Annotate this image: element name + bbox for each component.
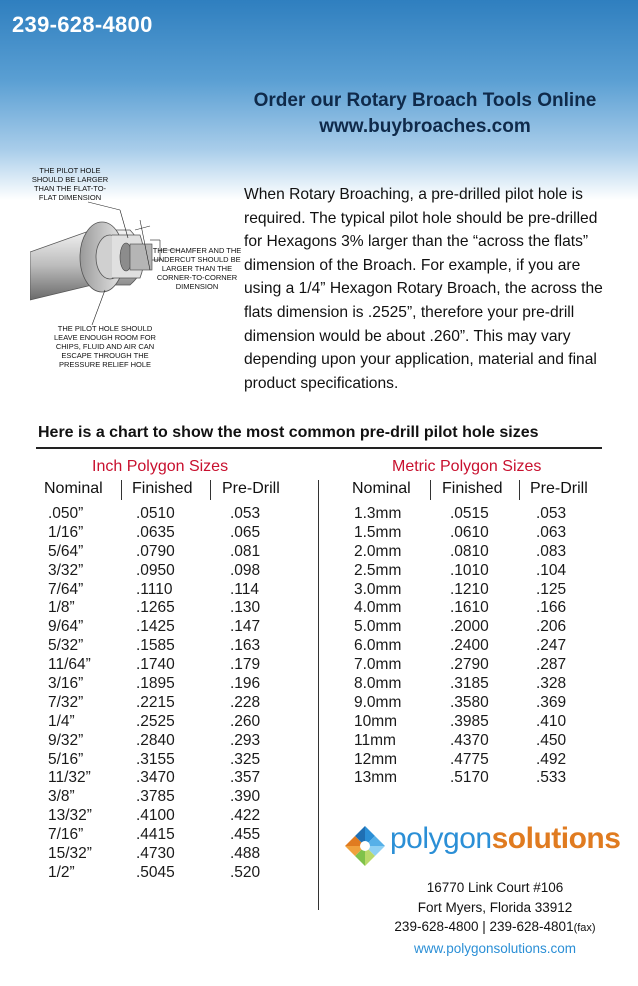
inch-table-rows — [40, 505, 300, 883]
nominal-cell: 15/32” — [48, 845, 92, 863]
finished-cell: .2000 — [450, 618, 489, 636]
finished-cell: .3155 — [136, 750, 175, 768]
inch-col-nominal: Nominal — [44, 480, 103, 497]
finished-cell: .0610 — [450, 523, 489, 541]
finished-cell: .1895 — [136, 675, 175, 693]
table-row — [40, 694, 300, 713]
nominal-cell: 9.0mm — [354, 693, 402, 711]
predrill-cell: .422 — [230, 807, 261, 825]
predrill-cell: .147 — [230, 618, 261, 636]
logo-text-solutions: solutions — [491, 822, 621, 855]
predrill-cell: .328 — [536, 675, 567, 693]
finished-cell: .1110 — [136, 580, 173, 598]
predrill-cell: .533 — [536, 769, 567, 787]
nominal-cell: 3/8” — [48, 788, 75, 806]
metric-header-divider-1 — [430, 480, 431, 500]
inch-col-finished: Finished — [132, 480, 193, 497]
predrill-cell: .081 — [230, 542, 261, 560]
predrill-cell: .104 — [536, 561, 567, 579]
nominal-cell: 1/4” — [48, 712, 75, 730]
finished-cell: .4415 — [136, 826, 175, 844]
table-row — [40, 864, 300, 883]
table-row — [40, 732, 300, 751]
table-row — [354, 599, 614, 618]
table-row — [354, 751, 614, 770]
nominal-cell: 2.0mm — [354, 542, 402, 560]
predrill-cell: .065 — [230, 523, 261, 541]
finished-cell: .2215 — [136, 693, 175, 711]
table-row — [354, 562, 614, 581]
table-row — [354, 769, 614, 788]
heading-rule — [36, 447, 602, 449]
predrill-cell: .369 — [536, 693, 567, 711]
table-row — [40, 524, 300, 543]
fax-label: (fax) — [573, 922, 596, 934]
predrill-cell: .247 — [536, 637, 567, 655]
finished-cell: .4370 — [450, 731, 489, 749]
intro-paragraph: When Rotary Broaching, a pre-drilled pilot hole is required. The typical pilot hole should be pre-drilled for Hexagons 3% larger than the “across the flats” dimension of the Broach. For example, if you are using a 1/4” Hexagon Rotary Broach, the across the flats dimension is .2525”, therefore your pre-drill dimension would be about .260”. This may vary depending upon your application, material and final product specifications. — [244, 186, 603, 392]
finished-cell: .1265 — [136, 599, 175, 617]
address-line-2: Fort Myers, Florida 33912 — [417, 899, 573, 915]
order-url[interactable]: www.buybroaches.com — [319, 116, 531, 137]
predrill-cell: .228 — [230, 693, 261, 711]
nominal-cell: 12mm — [354, 750, 398, 768]
predrill-cell: .520 — [230, 863, 261, 881]
address-line-1: 16770 Link Court #106 — [426, 880, 564, 895]
finished-cell: .3185 — [450, 675, 489, 693]
finished-cell: .3470 — [136, 769, 175, 787]
predrill-cell: .063 — [536, 523, 567, 541]
metric-col-nominal: Nominal — [352, 480, 411, 497]
table-row — [354, 656, 614, 675]
table-row — [40, 505, 300, 524]
predrill-cell: .098 — [230, 561, 261, 579]
predrill-cell: .293 — [230, 731, 261, 749]
finished-cell: .2400 — [450, 637, 489, 655]
predrill-cell: .488 — [230, 845, 261, 863]
metric-table-rows — [354, 505, 614, 788]
finished-cell: .5045 — [136, 863, 175, 881]
logo-wordmark — [390, 822, 620, 856]
predrill-cell: .125 — [536, 580, 567, 598]
predrill-cell: .114 — [230, 580, 260, 598]
table-row — [40, 751, 300, 770]
predrill-cell: .083 — [536, 542, 567, 560]
nominal-cell: 9/32” — [48, 731, 84, 749]
finished-cell: .2790 — [450, 656, 489, 674]
nominal-cell: 13/32” — [48, 807, 92, 825]
nominal-cell: 4.0mm — [354, 599, 402, 617]
finished-cell: .0790 — [136, 542, 175, 560]
table-row — [40, 581, 300, 600]
phone-line — [370, 917, 620, 939]
predrill-cell: .206 — [536, 618, 567, 636]
predrill-cell: .390 — [230, 788, 261, 806]
predrill-cell: .410 — [536, 712, 567, 730]
nominal-cell: 3/16” — [48, 675, 84, 693]
label-chamfer: THE CHAMFER AND THE UNDERCUT SHOULD BE LARGER THAN THE CORNER-TO-CORNER DIMENSION — [152, 246, 242, 291]
finished-cell: .0515 — [450, 505, 489, 522]
nominal-cell: 6.0mm — [354, 637, 402, 655]
nominal-cell: 1/16” — [48, 523, 84, 541]
table-row — [40, 769, 300, 788]
table-row — [40, 807, 300, 826]
predrill-cell: .325 — [230, 750, 261, 768]
table-row — [354, 732, 614, 751]
table-separator — [318, 480, 319, 910]
metric-header-divider-2 — [519, 480, 520, 500]
table-row — [40, 599, 300, 618]
pilot-hole-diagram — [30, 160, 242, 390]
nominal-cell: 5.0mm — [354, 618, 402, 636]
predrill-cell: .287 — [536, 656, 567, 674]
finished-cell: .1425 — [136, 618, 175, 636]
nominal-cell: .050” — [48, 505, 84, 522]
table-row — [354, 505, 614, 524]
contact-block — [370, 878, 620, 958]
nominal-cell: 8.0mm — [354, 675, 402, 693]
label-pilot-larger: THE PILOT HOLE SHOULD BE LARGER THAN THE FLAT-TO-FLAT DIMENSION — [31, 166, 109, 202]
order-banner — [230, 88, 620, 140]
finished-cell: .4775 — [450, 750, 489, 768]
nominal-cell: 7.0mm — [354, 656, 402, 674]
table-row — [354, 543, 614, 562]
chart-heading: Here is a chart to show the most common pre-drill pilot hole sizes — [38, 424, 539, 441]
finished-cell: .0810 — [450, 542, 489, 560]
finished-cell: .0950 — [136, 561, 175, 579]
finished-cell: .2840 — [136, 731, 175, 749]
finished-cell: .3785 — [136, 788, 175, 806]
nominal-cell: 2.5mm — [354, 561, 402, 579]
inch-header-divider-2 — [210, 480, 211, 500]
nominal-cell: 1/2” — [48, 863, 75, 881]
predrill-cell: .492 — [536, 750, 567, 768]
table-row — [40, 562, 300, 581]
finished-cell: .1740 — [136, 656, 175, 674]
nominal-cell: 5/32” — [48, 637, 84, 655]
finished-cell: .1010 — [450, 561, 489, 579]
label-pilot-room: THE PILOT HOLE SHOULD LEAVE ENOUGH ROOM FOR CHIPS, FLUID AND AIR CAN ESCAPE THROUGH THE PRESSURE RELIEF HOLE — [54, 324, 156, 369]
logo-text-polygon: polygon — [390, 822, 492, 855]
metric-col-predrill: Pre-Drill — [530, 480, 588, 497]
predrill-cell: .179 — [230, 656, 261, 674]
predrill-cell: .053 — [536, 505, 567, 522]
table-row — [40, 637, 300, 656]
table-row — [354, 713, 614, 732]
predrill-cell: .196 — [230, 675, 261, 693]
predrill-cell: .450 — [536, 731, 567, 749]
nominal-cell: 7/64” — [48, 580, 84, 598]
predrill-cell: .130 — [230, 599, 261, 617]
finished-cell: .1610 — [450, 599, 489, 617]
inch-col-predrill: Pre-Drill — [222, 480, 280, 497]
nominal-cell: 5/64” — [48, 542, 84, 560]
finished-cell: .1585 — [136, 637, 175, 655]
nominal-cell: 1.5mm — [354, 523, 402, 541]
predrill-cell: .163 — [230, 637, 261, 655]
predrill-cell: .260 — [230, 712, 261, 730]
finished-cell: .3580 — [450, 693, 489, 711]
table-row — [354, 581, 614, 600]
table-row — [40, 656, 300, 675]
finished-cell: .2525 — [136, 712, 175, 730]
nominal-cell: 11/64” — [48, 656, 91, 674]
nominal-cell: 10mm — [354, 712, 398, 730]
finished-cell: .3985 — [450, 712, 489, 730]
predrill-cell: .053 — [230, 505, 261, 522]
nominal-cell: 7/32” — [48, 693, 84, 711]
table-row — [354, 618, 614, 637]
finished-cell: .4730 — [136, 845, 175, 863]
finished-cell: .5170 — [450, 769, 489, 787]
predrill-cell: .357 — [230, 769, 261, 787]
nominal-cell: 9/64” — [48, 618, 84, 636]
nominal-cell: 11mm — [354, 731, 396, 749]
table-row — [354, 675, 614, 694]
inch-header-divider-1 — [121, 480, 122, 500]
inch-table-title: Inch Polygon Sizes — [92, 458, 229, 475]
nominal-cell: 5/16” — [48, 750, 84, 768]
table-row — [40, 713, 300, 732]
finished-cell: .4100 — [136, 807, 175, 825]
finished-cell: .0635 — [136, 523, 175, 541]
table-row — [40, 618, 300, 637]
predrill-cell: .166 — [536, 599, 567, 617]
finished-cell: .0510 — [136, 505, 175, 522]
nominal-cell: 13mm — [354, 769, 398, 787]
table-row — [40, 826, 300, 845]
metric-table-title: Metric Polygon Sizes — [392, 458, 542, 475]
table-row — [354, 524, 614, 543]
phone-number: 239-628-4800 — [12, 12, 153, 37]
table-row — [40, 788, 300, 807]
table-row — [354, 694, 614, 713]
nominal-cell: 3.0mm — [354, 580, 402, 598]
finished-cell: .1210 — [450, 580, 489, 598]
nominal-cell: 1/8” — [48, 599, 75, 617]
nominal-cell: 3/32” — [48, 561, 84, 579]
nominal-cell: 1.3mm — [354, 505, 402, 522]
table-row — [354, 637, 614, 656]
website-link[interactable]: www.polygonsolutions.com — [413, 940, 577, 956]
metric-col-finished: Finished — [442, 480, 503, 497]
order-line: Order our Rotary Broach Tools Online — [253, 90, 597, 111]
nominal-cell: 11/32” — [48, 769, 91, 787]
phone-numbers: 239-628-4800 | 239-628-4801 — [394, 919, 574, 934]
predrill-cell: .455 — [230, 826, 261, 844]
table-row — [40, 675, 300, 694]
nominal-cell: 7/16” — [48, 826, 84, 844]
table-row — [40, 845, 300, 864]
table-row — [40, 543, 300, 562]
